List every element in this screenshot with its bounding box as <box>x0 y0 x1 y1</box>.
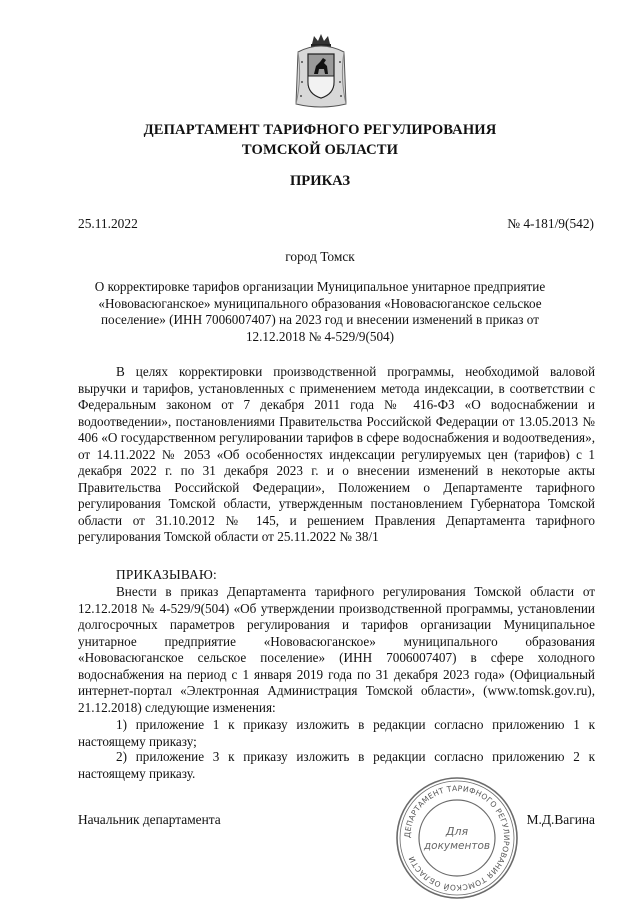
signer-name: М.Д.Вагина <box>526 812 595 827</box>
official-stamp-icon <box>394 775 520 901</box>
item-1-paragraph: 1) приложение 1 к приказу изложить в редакции согласно приложению 1 к настоящему приказу; <box>78 717 595 749</box>
preamble-paragraph: В целях корректировки производственной программы, необходимой валовой выручки и тарифов, установленных с применением метода индексации, в соответствии с Федеральным законом от 7 декабря 2011 года № 416-ФЗ «О водоснабжении и водоотведении», постановлениями Правительства Российской Федерации от 13.05.2013 № 406 «О государственном регулировании тарифов в сфере водоснабжения и водоотведения», от 14.11.2022 № 2053 «Об особенностях индексации регулируемых цен (тарифов) с 1 декабря 2022 г. по 31 декабря 2023 г. и о внесении изменений в некоторые акты Правительства Российской Федерации», Положением о Департаменте тарифного регулирования Томской области, утвержденным постановлением Губернатора Томской области от 31.10.2012 № 145, и решением Правления Департамента тарифного регулирования Томской области от 25.11.2022 № 38/1 <box>78 364 595 544</box>
stamp-center-line-2: документов <box>423 840 491 852</box>
order-date: 25.11.2022 <box>78 216 138 231</box>
signer-position: Начальник департамента <box>78 812 221 827</box>
department-header <box>60 120 580 160</box>
coat-of-arms-icon <box>294 32 348 110</box>
city-line: город Томск <box>285 249 355 264</box>
department-line-1: ДЕПАРТАМЕНТ ТАРИФНОГО РЕГУЛИРОВАНИЯ <box>143 122 497 138</box>
item-2-paragraph: 2) приложение 3 к приказу изложить в редакции согласно приложению 2 к настоящему приказу. <box>78 749 595 781</box>
order-number: № 4-181/9(542) <box>507 216 594 231</box>
order-subject: О корректировке тарифов организации Муниципальное унитарное предприятие «Нововасюганское» муниципального образования «Нововасюганское сельское поселение» (ИНН 7006007407) на 2023 год и внесении изменений в приказ от 12.12.2018 № 4-529/9(504) <box>94 279 546 344</box>
decree-word: ПРИКАЗЫВАЮ: <box>116 567 217 582</box>
stamp-center-line-1: Для <box>445 825 469 838</box>
main-item-paragraph: Внести в приказ Департамента тарифного регулирования Томской области от 12.12.2018 № 4-529/9(504) «Об утверждении производственной программы, установлении долгосрочных параметров регулирования и тарифов организации Муниципальное унитарное предприятие «Нововасюганское» муниципального образования «Нововасюганское сельское поселение» (ИНН 7006007407) в сфере холодного водоснабжения на период с 1 января 2019 года по 31 декабря 2023 года» (Официальный интернет-портал «Электронная Администрация Томской области», (www.tomsk.gov.ru), 21.12.2018) следующие изменения: <box>78 584 595 715</box>
doc-type-title: ПРИКАЗ <box>289 173 351 189</box>
stamp-ring-text: ДЕПАРТАМЕНТ ТАРИФНОГО РЕГУЛИРОВАНИЯ ТОМСКОЙ ОБЛАСТИ <box>402 783 512 893</box>
department-line-2: ТОМСКОЙ ОБЛАСТИ <box>241 142 399 158</box>
